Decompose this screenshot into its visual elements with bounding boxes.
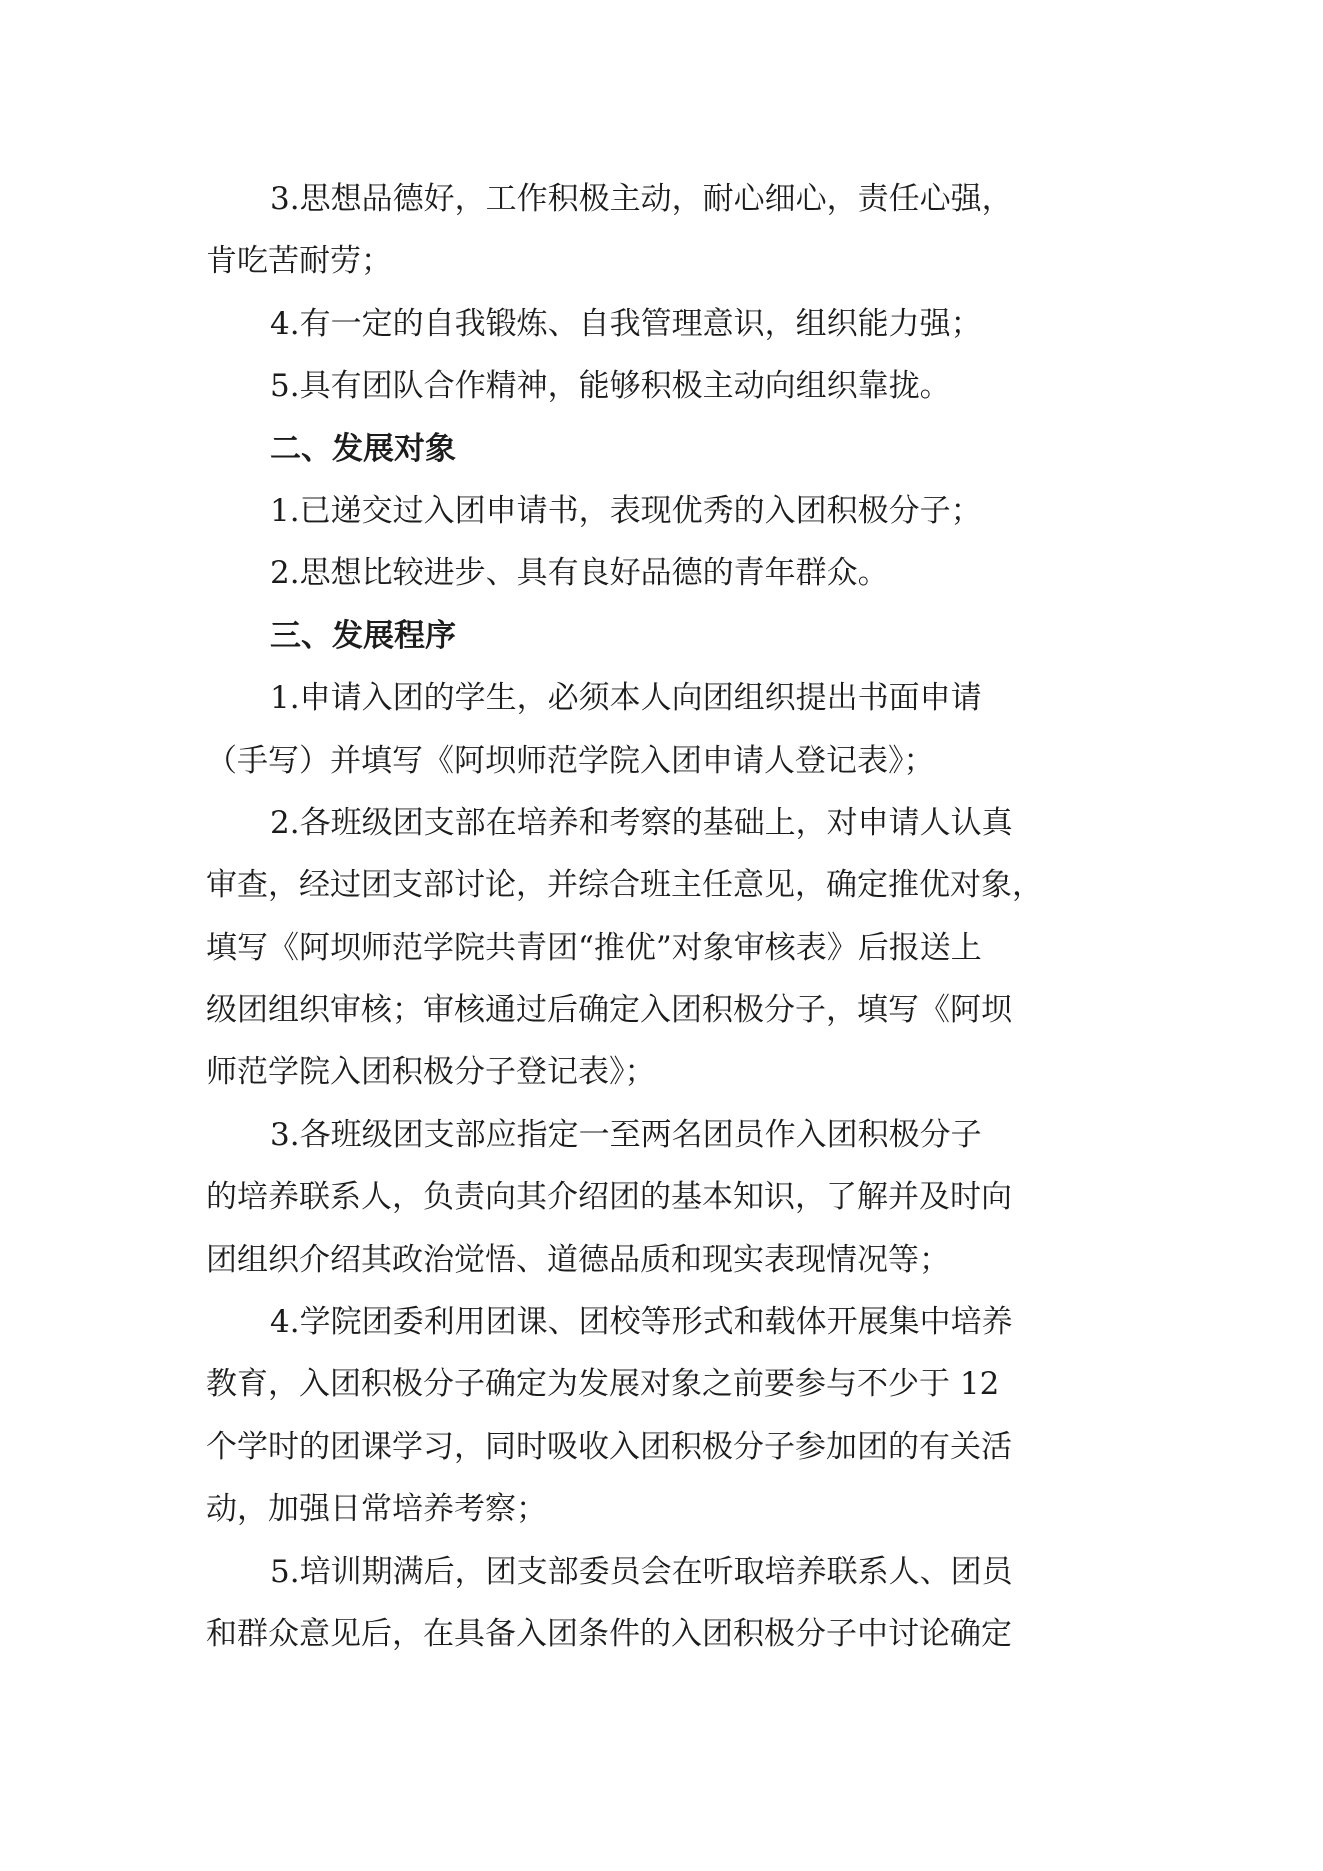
text-line: 级团组织审核；审核通过后确定入团积极分子，填写《阿坝 — [206, 992, 1012, 1029]
text-line: 和群众意见后，在具备入团条件的入团积极分子中讨论确定 — [206, 1615, 1012, 1652]
section-heading: 二、发展对象 — [270, 430, 456, 467]
text-line: 4.学院团委利用团课、团校等形式和载体开展集中培养 — [270, 1304, 1013, 1341]
text-line: 3.各班级团支部应指定一至两名团员作入团积极分子 — [270, 1116, 982, 1153]
text-line: 1.已递交过入团申请书，表现优秀的入团积极分子； — [270, 492, 982, 529]
text-line: 填写《阿坝师范学院共青团“推优”对象审核表》后报送上 — [206, 929, 982, 966]
text-line: 师范学院入团积极分子登记表》； — [206, 1054, 656, 1091]
text-line: 个学时的团课学习，同时吸收入团积极分子参加团的有关活 — [206, 1428, 1012, 1465]
text-line: 团组织介绍其政治觉悟、道德品质和现实表现情况等； — [206, 1241, 950, 1278]
text-line: 的培养联系人，负责向其介绍团的基本知识，了解并及时向 — [206, 1179, 1012, 1216]
document-body — [206, 168, 1131, 1665]
text-line: 1.申请入团的学生，必须本人向团组织提出书面申请 — [270, 680, 982, 717]
section-heading: 三、发展程序 — [270, 617, 456, 654]
text-line: 3.思想品德好，工作积极主动，耐心细心，责任心强， — [270, 181, 1013, 217]
text-line: 5.培训期满后，团支部委员会在听取培养联系人、团员 — [270, 1553, 1013, 1590]
text-line: 2.各班级团支部在培养和考察的基础上，对申请人认真 — [270, 804, 1013, 841]
text-line: 5.具有团队合作精神，能够积极主动向组织靠拢。 — [270, 368, 951, 405]
text-line: 4.有一定的自我锻炼、自我管理意识，组织能力强； — [270, 305, 982, 342]
text-line: 肯吃苦耐劳； — [206, 243, 392, 280]
text-line: （手写）并填写《阿坝师范学院入团申请人登记表》； — [206, 742, 935, 779]
text-line: 动，加强日常培养考察； — [206, 1491, 547, 1528]
text-line: 审查，经过团支部讨论，并综合班主任意见，确定推优对象， — [206, 867, 1043, 904]
text-line: 2.思想比较进步、具有良好品德的青年群众。 — [270, 555, 889, 592]
text-line: 教育，入团积极分子确定为发展对象之前要参与不少于 12 — [206, 1366, 1000, 1403]
